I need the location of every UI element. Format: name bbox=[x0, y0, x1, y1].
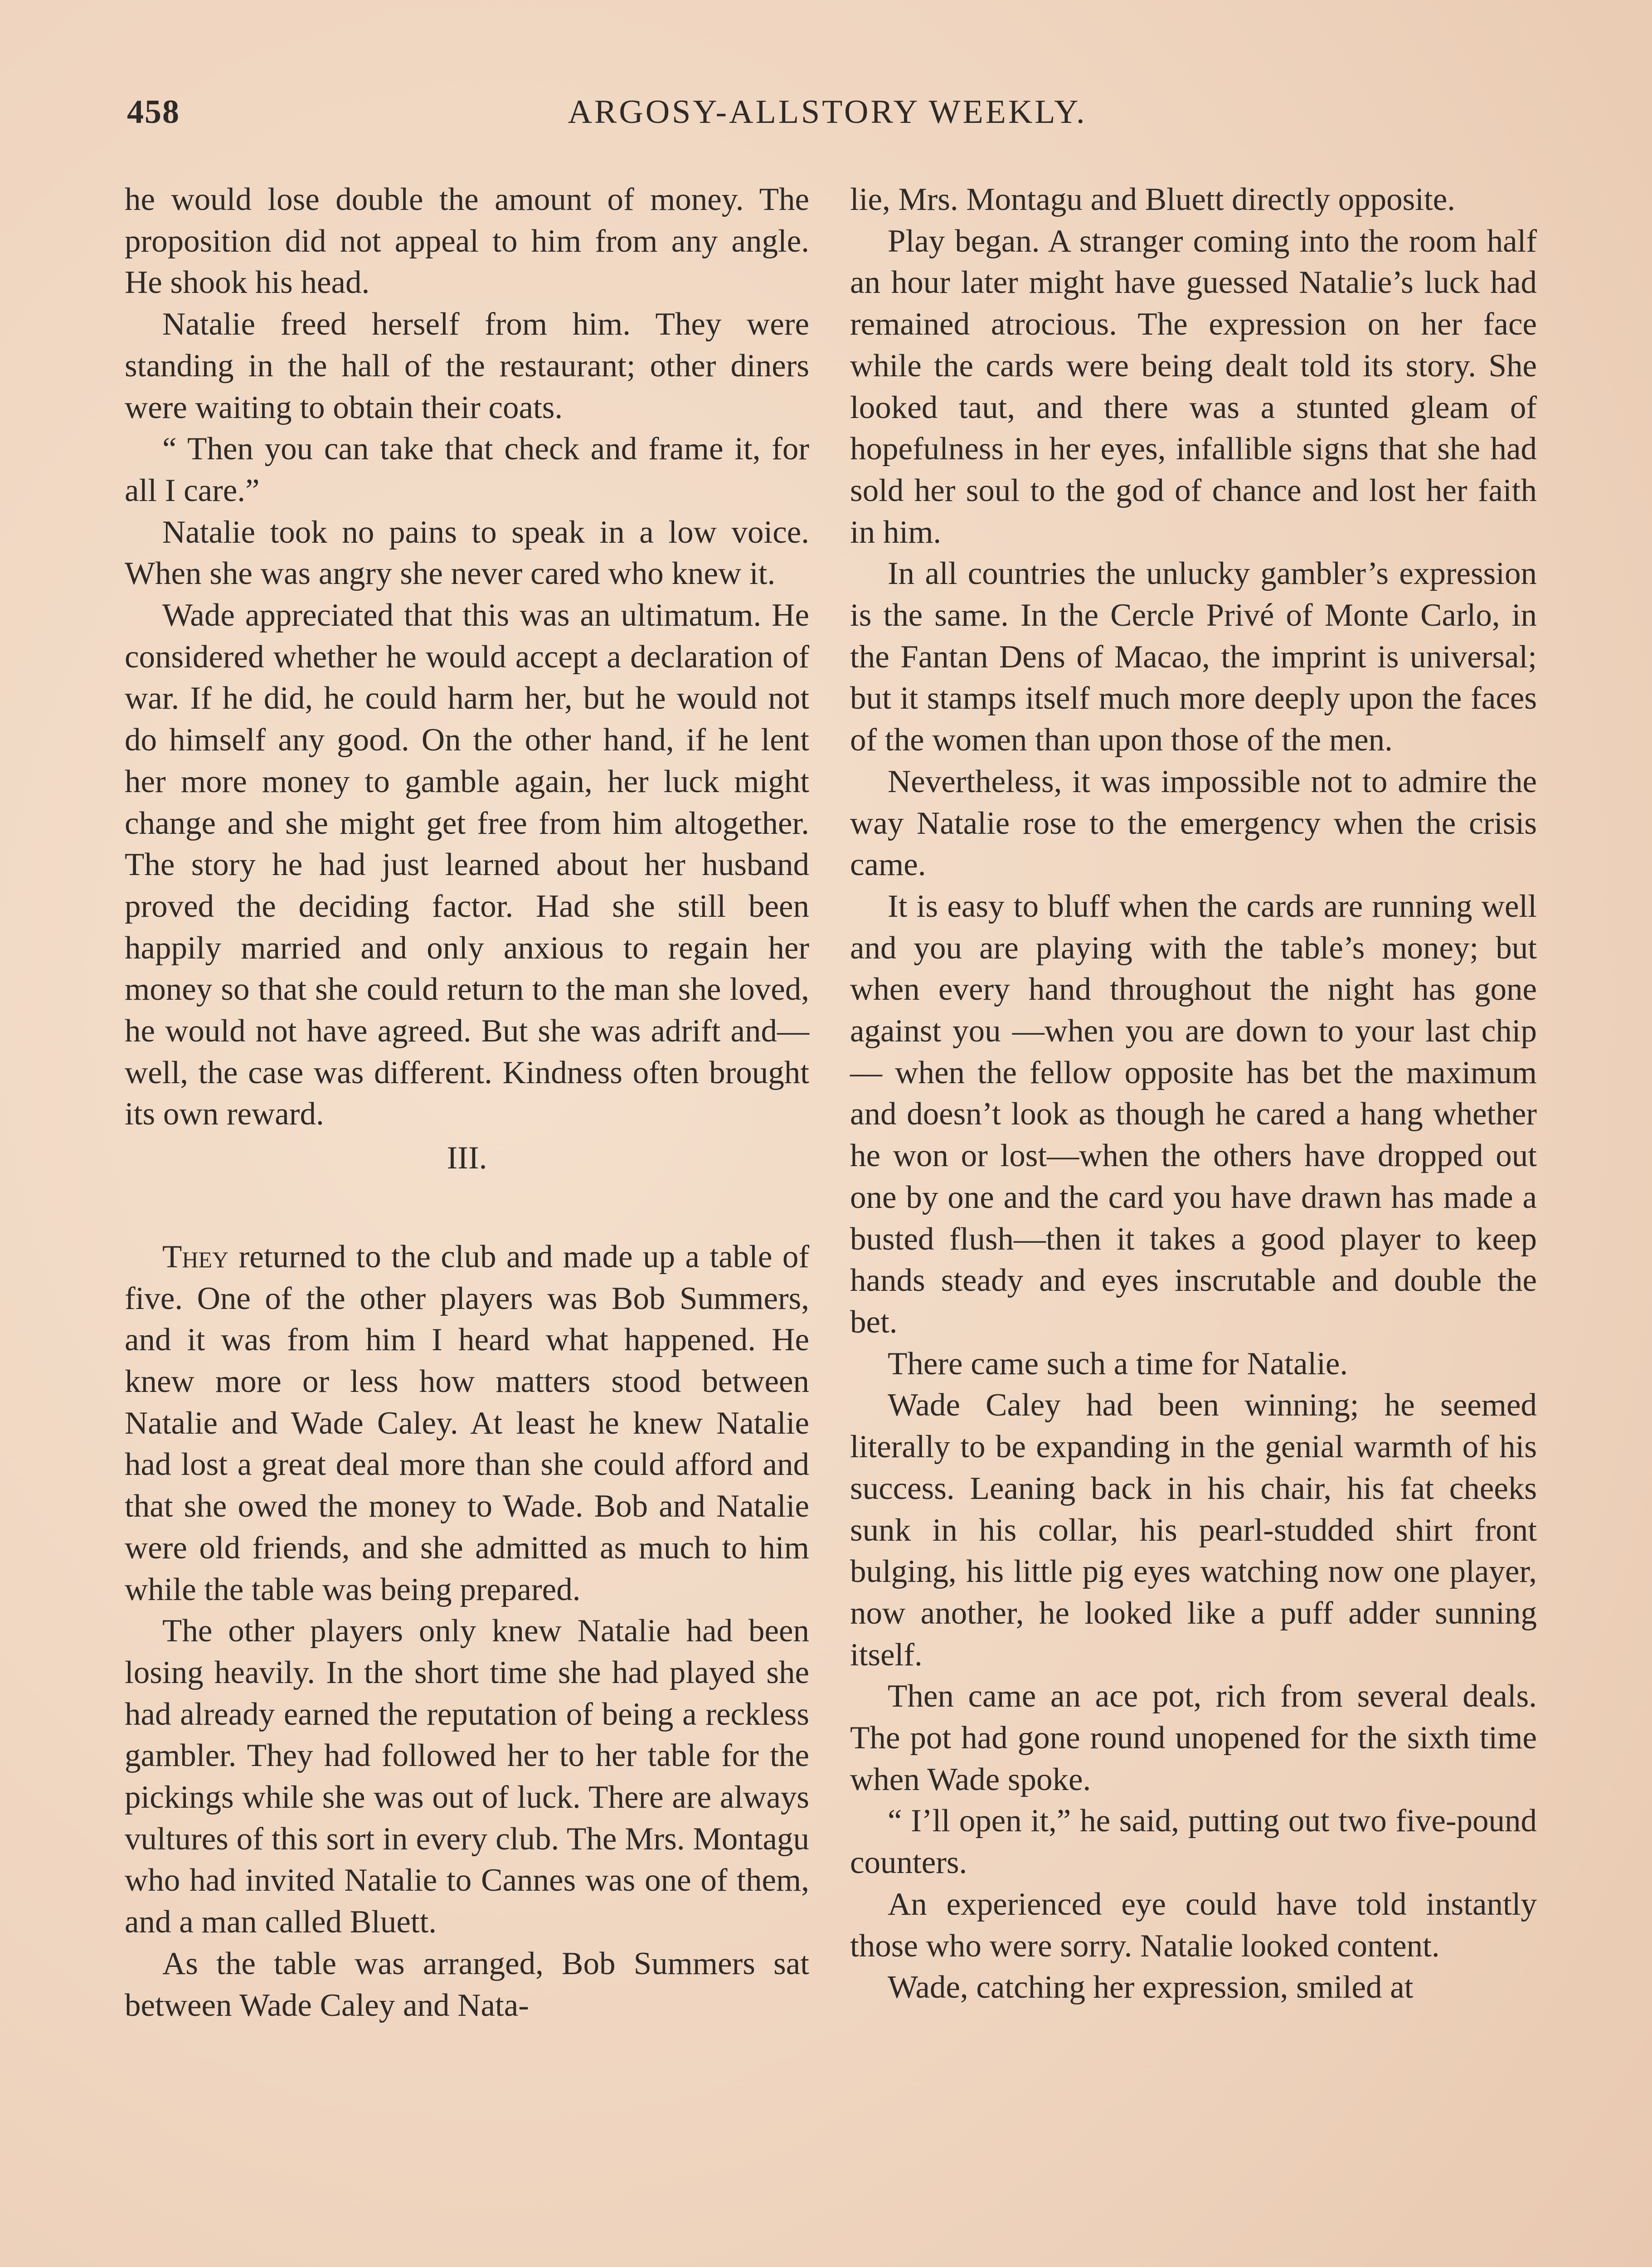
paragraph: It is easy to bluff when the cards are running well and you are playing with the table’s money; but when every hand throughout the night has gone against you —when you are down to your last chip— when the fellow opposite has bet the maximum and doesn’t look as though he cared a hang whether he won or lost—when the others have dropped out one by one and the card you have drawn has made a busted flush—then it takes a good player to keep hands steady and eyes inscrutable and double the bet. bbox=[850, 888, 1537, 1340]
paragraph: Then came an ace pot, rich from several deals. The pot had gone round unopened for the sixth time when Wade spoke. bbox=[850, 1678, 1537, 1797]
paragraph-text: returned to the club and made up a table of five. One of the other players was Bob Summers, and it was from him I heard what happened. He knew more or less how matters stood between Natalie and Wade Caley. At least he knew Natalie had lost a great deal more than she could afford and that she owed the money to Wade. Bob and Natalie were old friends, and she admitted as much to him while the table was being prepared. bbox=[125, 1239, 809, 1607]
drop-word: They bbox=[162, 1239, 229, 1275]
paragraph: Wade, catching her expression, smiled at bbox=[888, 1970, 1414, 2005]
paragraph: There came such a time for Natalie. bbox=[888, 1346, 1348, 1382]
paragraph: As the table was arranged, Bob Summers sat between Wade Caley and Nata- bbox=[125, 1946, 809, 2023]
left-column bbox=[125, 179, 809, 2026]
paragraph: In all countries the unlucky gambler’s expression is the same. In the Cercle Privé of Monte Carlo, in the Fantan Dens of Macao, the imprint is universal; but it stamps itself much more deeply upon the faces of the women than upon those of the men. bbox=[850, 556, 1537, 758]
paragraph: An experienced eye could have told instantly those who were sorry. Natalie looked content. bbox=[850, 1886, 1537, 1964]
page-header bbox=[127, 93, 1528, 143]
paragraph: Wade appreciated that this was an ultimatum. He considered whether he would accept a declaration of war. If he did, he could harm her, but he would not do himself any good. On the other hand, if he lent her more money to gamble again, her luck might change and she might get free from him altogether. The story he had just learned about her husband proved the deciding factor. Had she still been happily married and only anxious to regain her money so that she could return to the man she loved, he would not have agreed. But she was adrift and—well, the case was different. Kindness often brought its own reward. bbox=[125, 598, 809, 1132]
page-number: 458 bbox=[127, 93, 180, 131]
paragraph: Natalie freed herself from him. They were standing in the hall of the restaurant; other diners were waiting to obtain their coats. bbox=[125, 306, 809, 425]
paragraph: Natalie took no pains to speak in a low voice. When she was angry she never cared who knew it. bbox=[125, 514, 809, 592]
paragraph: Play began. A stranger coming into the room half an hour later might have guessed Natalie’s luck had remained atrocious. The expression on her face while the cards were being dealt told its story. She looked taut, and there was a stunted gleam of hopefulness in her eyes, infallible signs that she had sold her soul to the god of chance and lost her faith in him. bbox=[850, 223, 1537, 550]
paragraph: Wade Caley had been winning; he seemed literally to be expanding in the genial warmth of his success. Leaning back in his chair, his fat cheeks sunk in his collar, his pearl-studded shirt front bulging, his little pig eyes watching now one player, now another, he looked like a puff adder sunning itself. bbox=[850, 1387, 1537, 1673]
paragraph: “ I’ll open it,” he said, putting out two five-pound counters. bbox=[850, 1803, 1537, 1881]
paragraph bbox=[125, 1236, 809, 1610]
paragraph: “ Then you can take that check and frame it, for all I care.” bbox=[125, 431, 809, 508]
paragraph: he would lose double the amount of money. The proposition did not appeal to him from any angle. He shook his head. bbox=[125, 182, 809, 301]
running-head: ARGOSY-ALLSTORY WEEKLY. bbox=[568, 93, 1087, 131]
paragraph: The other players only knew Natalie had been losing heavily. In the short time she had played she had already earned the reputation of being a reckless gambler. They had followed her to her table for the pickings while she was out of luck. There are always vultures of this sort in every club. The Mrs. Montagu who had invited Natalie to Cannes was one of them, and a man called Bluett. bbox=[125, 1613, 809, 1940]
right-column bbox=[850, 179, 1537, 2009]
paragraph: lie, Mrs. Montagu and Bluett directly opposite. bbox=[850, 182, 1455, 217]
section-heading: III. bbox=[447, 1140, 487, 1176]
paragraph: Nevertheless, it was impossible not to admire the way Natalie rose to the emergency when the crisis came. bbox=[850, 764, 1537, 883]
